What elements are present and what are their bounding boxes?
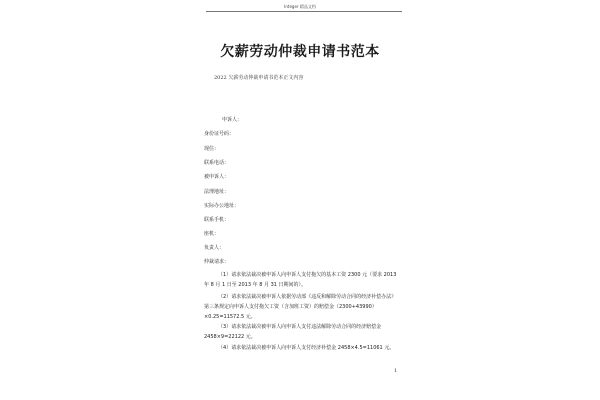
field-claims-heading: 仲裁请求：: [204, 259, 230, 265]
document-title: 欠薪劳动仲裁申请书范本: [220, 44, 380, 60]
field-address: 现住：: [204, 146, 220, 152]
field-respondent: 被申诉人：: [204, 174, 230, 180]
header-divider: [206, 11, 402, 12]
field-legal-address: 法理地址：: [204, 189, 230, 195]
field-fax: 座机：: [204, 231, 220, 237]
claim-text: （3）请求依法裁决被申诉人向申诉人支付违法解除劳动合同的经济赔偿金 2458×9=22122 元。: [204, 324, 383, 340]
document-header: Integer 精品文档: [284, 4, 316, 9]
field-person-in-charge: 负责人：: [204, 245, 225, 251]
claim-paragraph: [204, 322, 400, 342]
claim-text: （2）请求依法裁决被申诉人依据劳动部《违反和解除劳动合同的经济补偿办法》第三条规定向申诉人支付拖欠工资（含加班工资）的赔偿金（2300+43990）×0.25=11572.5 元。: [204, 294, 397, 320]
field-mobile: 联系手机：: [204, 217, 230, 223]
claim-text: （1）请求依法裁决被申诉人向申诉人支付拖欠的基本工资 2300 元（要求 2013 年 8 月 1 日至 2013 年 8 月 31 日期间的）。: [204, 272, 398, 288]
document-subtitle: 2022 欠薪劳动仲裁申请书范本正文内容: [214, 75, 304, 81]
claim-paragraph: [204, 343, 400, 353]
field-applicant: 申诉人：: [222, 117, 243, 123]
claim-text: （4）请求依法裁决被申诉人向申诉人支付经济补偿金 2458×4.5=11061 元。: [218, 345, 395, 351]
claim-paragraph: [204, 292, 400, 322]
page-number: 1: [394, 368, 398, 374]
claim-paragraph: [204, 270, 400, 290]
field-phone: 联系电话：: [204, 160, 230, 166]
field-id-number: 身份证号码：: [204, 131, 235, 137]
field-actual-office: 实际办公地址：: [204, 203, 240, 209]
